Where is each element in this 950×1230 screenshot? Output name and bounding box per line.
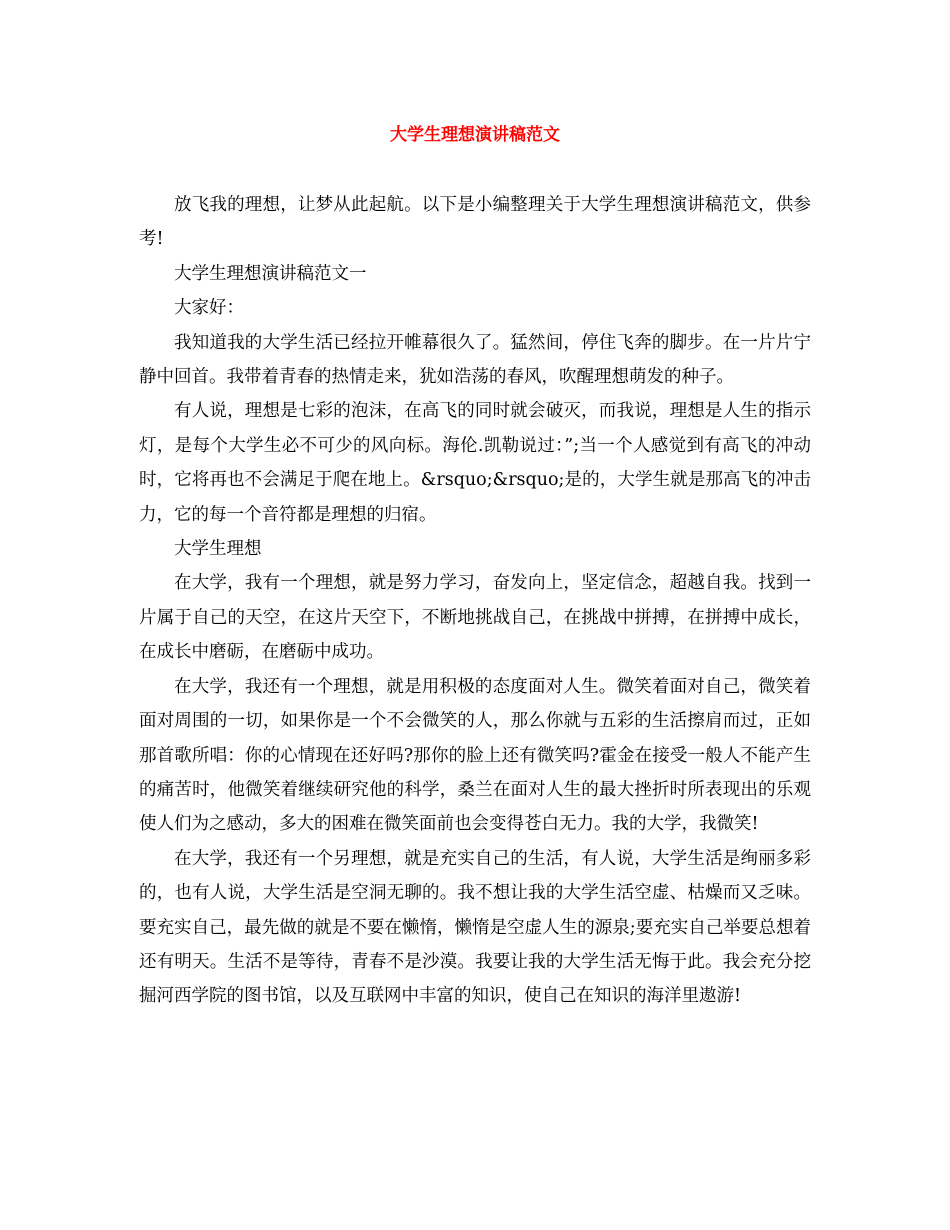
intro-paragraph: 放飞我的理想，让梦从此起航。以下是小编整理关于大学生理想演讲稿范文，供参考!: [139, 195, 811, 250]
greeting-paragraph: 大家好：: [174, 298, 244, 319]
body-paragraph: 在大学，我还有一个理想，就是用积极的态度面对人生。微笑着面对自己，微笑着面对周围的一切，如果你是一个不会微笑的人，那么你就与五彩的生活擦肩而过，正如那首歌所唱：你的心情现在还好吗?那你的脸上还有微笑吗?霍金在接受一般人不能产生的痛苦时，他微笑着继续研究他的科学，桑兰在面对人生的最大挫折时所表现出的乐观使人们为之感动，多大的困难在微笑面前也会变得苍白无力。我的大学，我微笑!: [139, 676, 811, 835]
document-title: 大学生理想演讲稿范文: [390, 125, 560, 145]
body-paragraph: 有人说，理想是七彩的泡沫，在高飞的同时就会破灭，而我说，理想是人生的指示灯，是每个大学生必不可少的风向标。海伦.凯勒说过：”;当一个人感觉到有高飞的冲动时，它将再也不会满足于爬在地上。&rsquo;&rsquo;是的，大学生就是那高飞的冲击力，它的每一个音符都是理想的归宿。: [139, 401, 811, 525]
body-paragraph: 在大学，我还有一个另理想，就是充实自己的生活，有人说，大学生活是绚丽多彩的，也有人说，大学生活是空洞无聊的。我不想让我的大学生活空虚、枯燥而又乏味。要充实自己，最先做的就是不要在懒惰，懒惰是空虚人生的源泉;要充实自己举要总想着还有明天。生活不是等待，青春不是沙漠。我要让我的大学生活无悔于此。我会充分挖掘河西学院的图书馆，以及互联网中丰富的知识，使自己在知识的海洋里遨游!: [139, 848, 811, 1007]
body-paragraph: 我知道我的大学生活已经拉开帷幕很久了。猛然间，停住飞奔的脚步。在一片片宁静中回首。我带着青春的热情走来，犹如浩荡的春风，吹醒理想萌发的种子。: [139, 332, 811, 388]
subheading-paragraph: 大学生理想: [174, 539, 262, 560]
section-heading: 大学生理想演讲稿范文一: [174, 263, 367, 284]
body-paragraph: 在大学，我有一个理想，就是努力学习，奋发向上，坚定信念，超越自我。找到一片属于自己的天空，在这片天空下，不断地挑战自己，在挑战中拼搏，在拼搏中成长，在成长中磨砺，在磨砺中成功。: [139, 573, 811, 663]
document-body: [139, 188, 811, 1014]
